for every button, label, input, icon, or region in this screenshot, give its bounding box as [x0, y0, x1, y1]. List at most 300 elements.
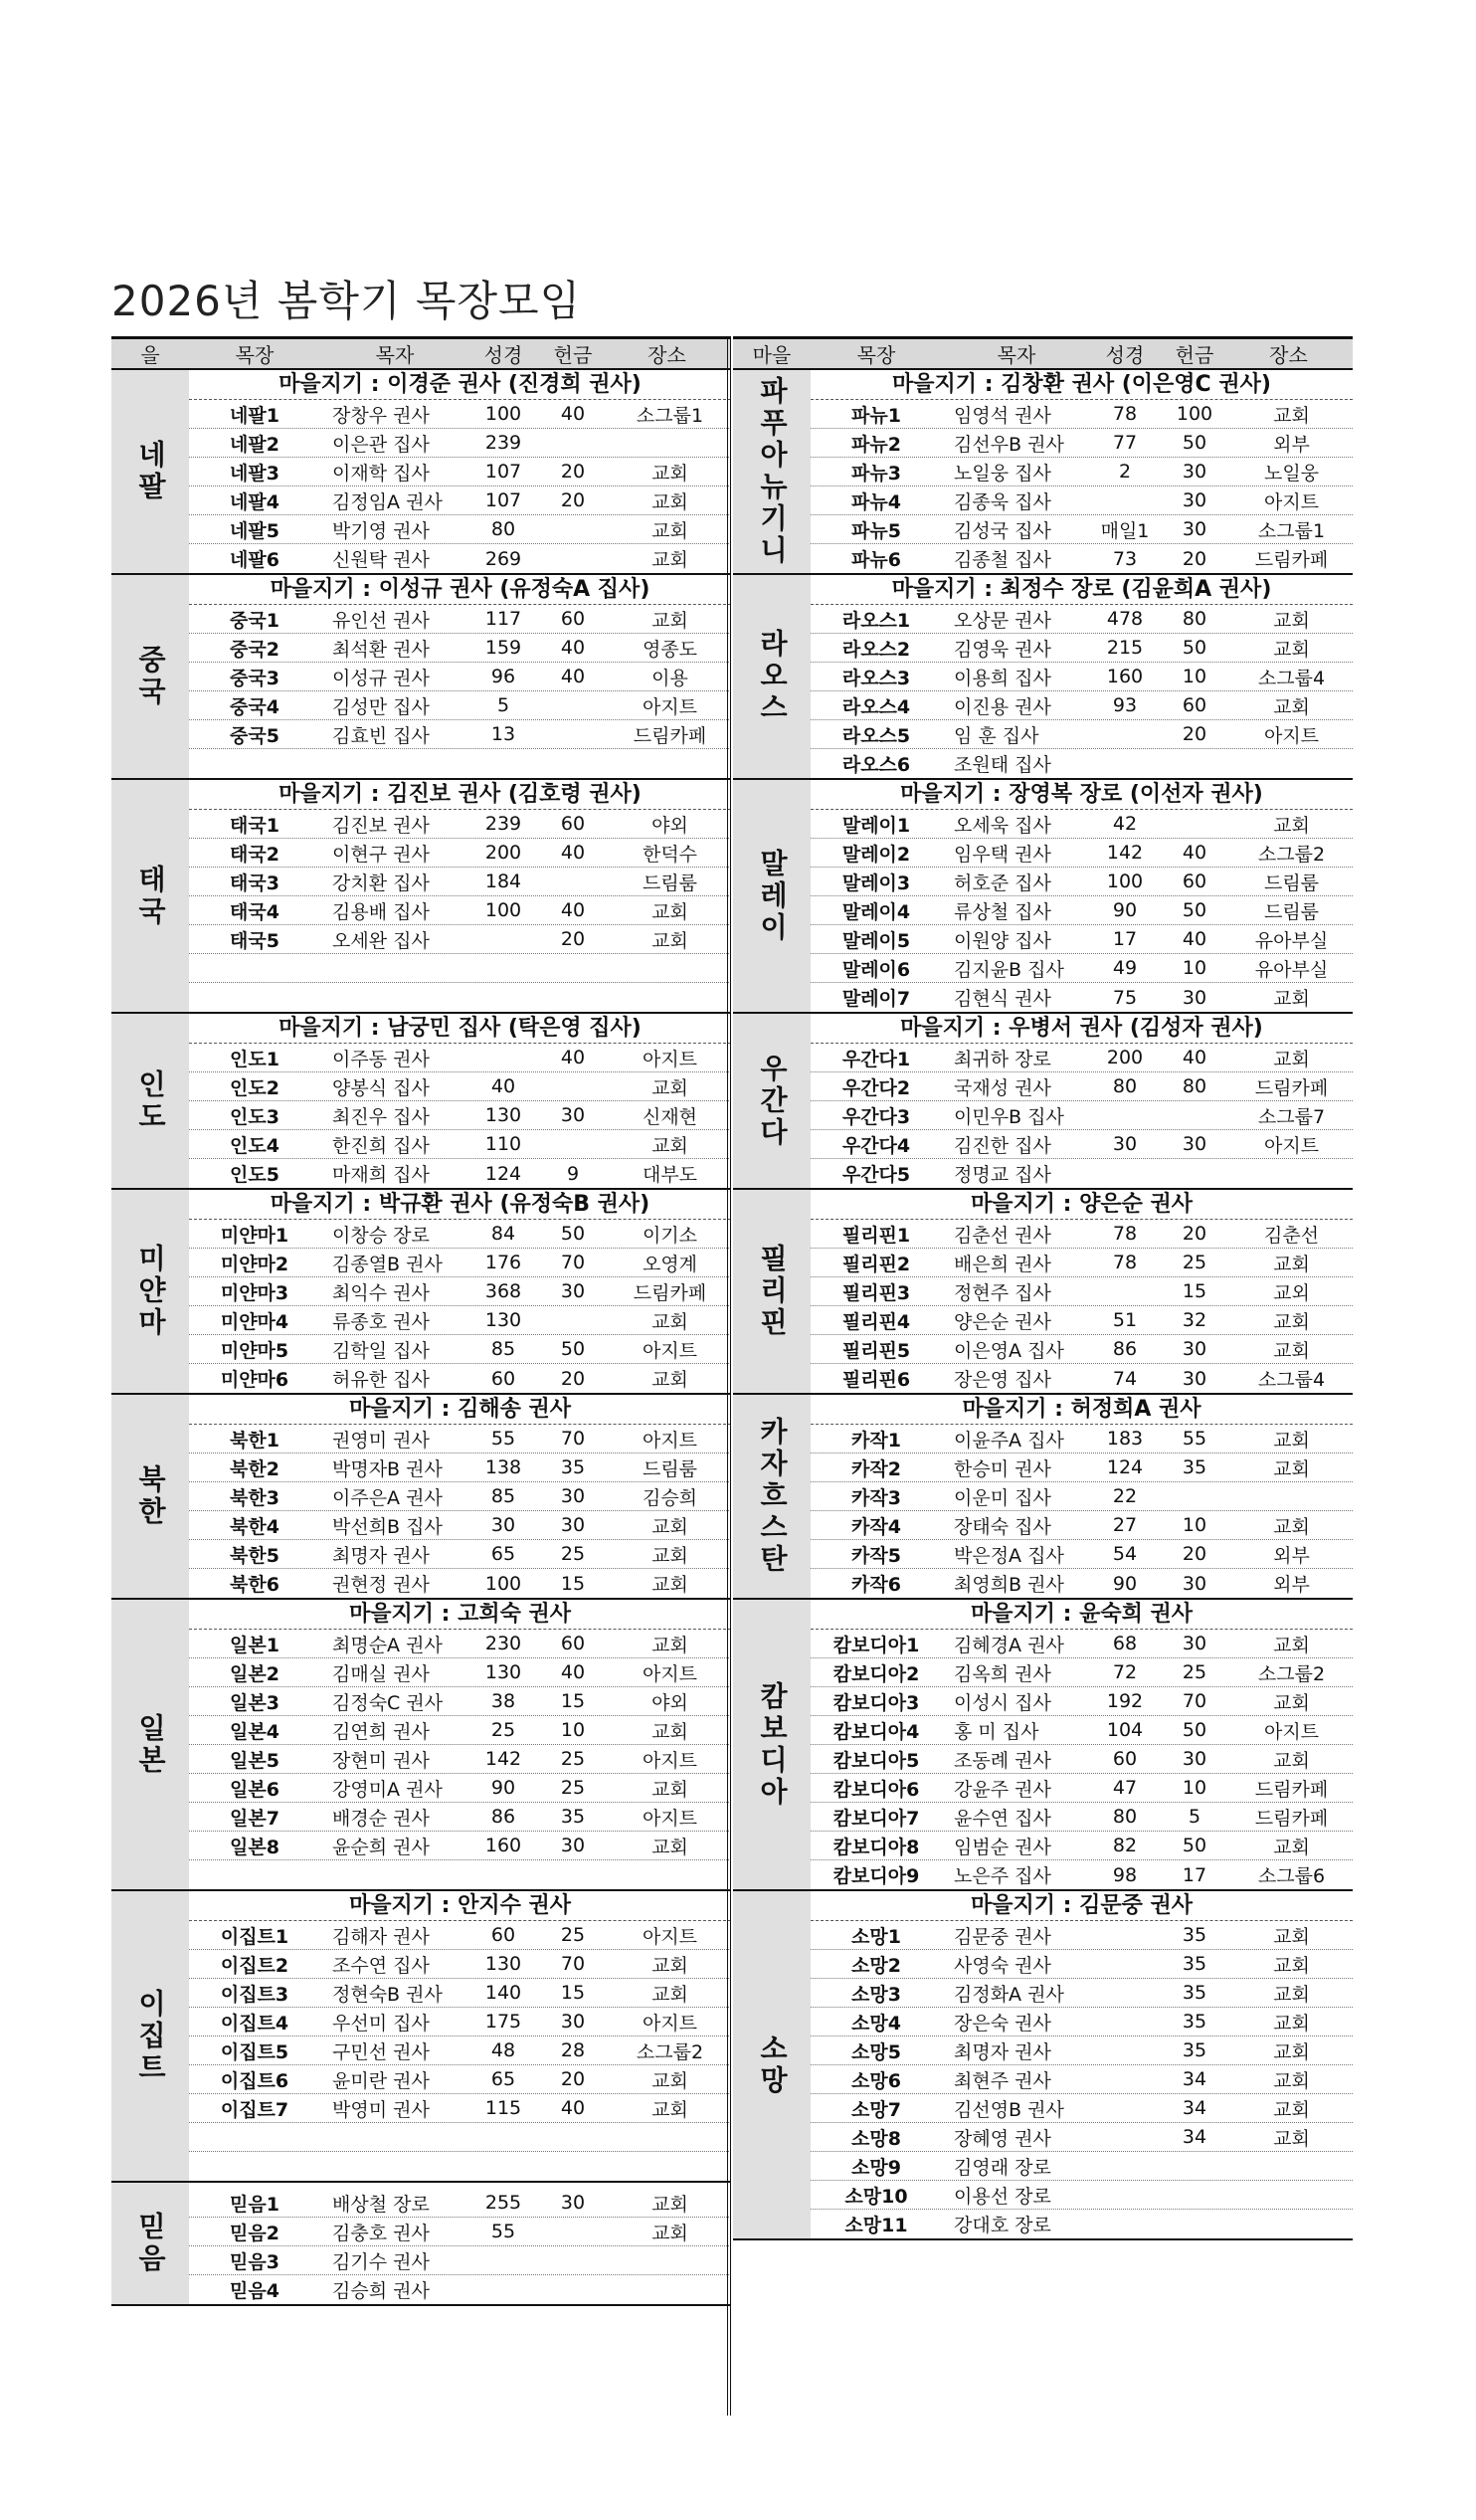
- table-row: [189, 810, 731, 839]
- offering-count: 40: [560, 1047, 586, 1068]
- meeting-place: 교회: [651, 1983, 688, 2006]
- village-body: [811, 780, 1353, 1012]
- leader-name: 강대호 장로: [954, 2215, 1051, 2236]
- table-row: [811, 1979, 1353, 2008]
- cell-name: 중국2: [230, 638, 279, 661]
- offering-count: 50: [560, 1223, 586, 1245]
- leader-name: 이주동 권사: [332, 1048, 430, 1070]
- table-row: [811, 1569, 1353, 1598]
- header-place: 장소: [1269, 343, 1308, 367]
- offering-count: 10: [560, 1719, 586, 1741]
- meeting-place: 아지트: [642, 1807, 698, 1830]
- offering-count: 20: [1182, 723, 1207, 745]
- meeting-place: 교회: [1273, 1691, 1310, 1714]
- cell-name: 믿음4: [230, 2280, 279, 2302]
- table-row: [811, 515, 1353, 544]
- village-leader-line: 마을지기 : 양은순 권사: [811, 1190, 1353, 1220]
- meeting-place: 아지트: [1263, 490, 1320, 513]
- offering-count: 28: [560, 2039, 586, 2061]
- bible-count: 47: [1112, 1777, 1138, 1799]
- cell-name: 소망8: [851, 2127, 901, 2150]
- cell-name: 일본7: [230, 1807, 279, 1830]
- leader-name: [320, 2152, 469, 2181]
- meeting-place: [609, 429, 731, 457]
- table-row: [189, 515, 731, 544]
- table-row: [811, 2152, 1353, 2181]
- cell-name: 말레이3: [841, 872, 911, 894]
- table-row: [189, 1101, 731, 1130]
- offering-count: 25: [1182, 1661, 1207, 1683]
- table-row: [811, 2210, 1353, 2238]
- cell-name: 중국5: [230, 724, 279, 747]
- bible-count: [1091, 749, 1159, 778]
- bible-count: 215: [1106, 637, 1144, 659]
- cell-name: 인도3: [230, 1105, 279, 1128]
- offering-count: 20: [1182, 547, 1207, 570]
- bible-count: 184: [484, 871, 522, 892]
- meeting-place: 드림룸: [642, 872, 698, 894]
- offering-count: 10: [1182, 1514, 1207, 1536]
- cell-name: 캄보디아1: [832, 1634, 920, 1656]
- leader-name: 김성만 집사: [332, 695, 430, 718]
- leader-name: 조동례 권사: [954, 1749, 1051, 1772]
- meeting-place: 교회: [651, 2193, 688, 2216]
- table-row: [811, 896, 1353, 925]
- column-divider: [727, 336, 731, 2416]
- meeting-place: 교외: [1273, 1281, 1310, 1304]
- meeting-place: 아지트: [1263, 1720, 1320, 1743]
- meeting-place: 교회: [1273, 638, 1310, 661]
- cell-name: 태국1: [230, 814, 279, 837]
- leader-name: 강치환 집사: [332, 872, 430, 894]
- table-row: [811, 1540, 1353, 1569]
- offering-count: 70: [560, 1428, 586, 1450]
- bible-count: 48: [490, 2039, 516, 2061]
- bible-count: 85: [490, 1338, 516, 1360]
- offering-count: [537, 2275, 609, 2304]
- meeting-place: [1230, 1159, 1353, 1188]
- meeting-place: 소그룹7: [1257, 1105, 1326, 1128]
- meeting-place: 한덕수: [642, 843, 698, 866]
- leader-name: 김충호 권사: [332, 2222, 430, 2244]
- bible-count: 73: [1112, 547, 1138, 570]
- offering-count: 34: [1182, 2097, 1207, 2119]
- meeting-place: 교회: [1273, 814, 1310, 837]
- meeting-place: 교회: [651, 929, 688, 952]
- meeting-place: 교회: [1273, 609, 1310, 632]
- leader-name: 김선우B 권사: [954, 433, 1064, 456]
- meeting-place: [1230, 2210, 1353, 2238]
- cell-name: 카작5: [851, 1544, 901, 1567]
- village-name: 태국: [134, 864, 167, 928]
- offering-count: 60: [560, 813, 586, 835]
- village-leader-line: 마을지기 : 이성규 권사 (유정숙A 집사): [189, 575, 731, 605]
- meeting-place: 소그룹1: [636, 404, 704, 427]
- meeting-place: [609, 954, 731, 982]
- offering-count: 35: [1182, 1456, 1207, 1478]
- cell-name: 북한2: [230, 1457, 279, 1480]
- offering-count: 40: [1182, 928, 1207, 950]
- table-row: [189, 1950, 731, 1979]
- cell-name: 중국4: [230, 695, 279, 718]
- table-row: [189, 1658, 731, 1687]
- bible-count: 60: [490, 1924, 516, 1946]
- cell-name: 일본1: [230, 1634, 279, 1656]
- cell-name: 일본5: [230, 1749, 279, 1772]
- table-row: [811, 954, 1353, 983]
- table-row: [189, 1364, 731, 1393]
- meeting-place: 교회: [651, 1310, 688, 1333]
- offering-count: 40: [560, 1661, 586, 1683]
- leader-name: 마재희 집사: [332, 1164, 430, 1186]
- table-row: [189, 1335, 731, 1364]
- leader-name: 양봉식 집사: [332, 1076, 430, 1099]
- meeting-place: 교회: [1273, 404, 1310, 427]
- offering-count: 50: [1182, 1719, 1207, 1741]
- cell-name: 인도5: [230, 1164, 279, 1186]
- offering-count: 80: [1182, 1075, 1207, 1097]
- offering-count: [537, 2123, 609, 2151]
- leader-name: 장혜영 권사: [954, 2127, 1051, 2150]
- cell-name: 중국3: [230, 667, 279, 689]
- cell-name: 필리핀2: [841, 1253, 911, 1275]
- offering-count: 34: [1182, 2068, 1207, 2090]
- village-leader-line: 마을지기 : 김창환 권사 (이은영C 권사): [811, 370, 1353, 400]
- cell-name: 우간다3: [841, 1105, 911, 1128]
- village-name-cell: [733, 575, 811, 778]
- leader-name: 김학일 집사: [332, 1339, 430, 1362]
- cell-name: 미얀마6: [220, 1369, 289, 1391]
- meeting-place: 교회: [1273, 1836, 1310, 1858]
- table-header-left: [111, 336, 731, 370]
- leader-name: 사영숙 권사: [954, 1954, 1051, 1977]
- offering-count: 30: [560, 2011, 586, 2033]
- offering-count: 40: [560, 2097, 586, 2119]
- offering-count: 15: [560, 1982, 586, 2004]
- cell-name: 소망7: [851, 2098, 901, 2121]
- leader-name: 최진우 집사: [332, 1105, 430, 1128]
- meeting-place: [609, 749, 731, 778]
- village-leader-line: 마을지기 : 김문중 권사: [811, 1891, 1353, 1921]
- offering-count: 35: [1182, 1953, 1207, 1975]
- meeting-place: 교회: [651, 1634, 688, 1656]
- bible-count: [469, 2246, 537, 2274]
- village-block: [733, 370, 1353, 575]
- offering-count: 20: [1182, 1223, 1207, 1245]
- village-name-cell: [733, 1600, 811, 1889]
- meeting-place: 아지트: [642, 695, 698, 718]
- meeting-place: 영종도: [642, 638, 698, 661]
- offering-count: 25: [560, 1748, 586, 1770]
- table-row: [189, 1630, 731, 1658]
- cell-name: 파뉴6: [851, 549, 901, 571]
- cell-name: 파뉴3: [851, 462, 901, 485]
- leader-name: 조원태 집사: [954, 754, 1051, 776]
- offering-count: 60: [560, 608, 586, 630]
- offering-count: 40: [560, 666, 586, 687]
- offering-count: [1159, 2210, 1230, 2238]
- table-row: [811, 1716, 1353, 1745]
- village-leader-line: 마을지기 : 이경준 권사 (진경희 권사): [189, 370, 731, 400]
- offering-count: [1159, 749, 1230, 778]
- village-name-cell: [733, 1395, 811, 1598]
- meeting-place: 교회: [651, 2069, 688, 2092]
- header-leader: 목자: [375, 343, 415, 367]
- village-block: [111, 1014, 731, 1190]
- bible-count: 160: [484, 1835, 522, 1856]
- header-cell: 목장: [235, 343, 275, 367]
- meeting-place: 드림룸: [642, 1457, 698, 1480]
- meeting-place: [1230, 1482, 1353, 1510]
- meeting-place: 야외: [651, 1691, 688, 1714]
- table-row: [189, 1249, 731, 1277]
- village-name: 캄보디아: [756, 1680, 789, 1809]
- bible-count: [1091, 2210, 1159, 2238]
- leader-name: 임영석 권사: [954, 404, 1051, 427]
- table-row: [811, 458, 1353, 486]
- cell-name: 말레이4: [841, 900, 911, 923]
- meeting-place: 유아부실: [1254, 929, 1329, 952]
- bible-count: 130: [484, 1661, 522, 1683]
- village-block: [111, 370, 731, 575]
- village-leader-line: 마을지기 : 허정희A 권사: [811, 1395, 1353, 1425]
- cell-name: 소망6: [851, 2069, 901, 2092]
- bible-count: 107: [484, 489, 522, 511]
- leader-name: 임범순 권사: [954, 1836, 1051, 1858]
- village-name-cell: [111, 2183, 189, 2304]
- cell-name: 이집트7: [220, 2098, 289, 2121]
- cell-name: 이집트1: [220, 1925, 289, 1948]
- table-row: [811, 2123, 1353, 2152]
- table-row: [189, 1159, 731, 1188]
- meeting-place: 교회: [1273, 1983, 1310, 2006]
- table-row: [189, 544, 731, 573]
- table-row: [189, 663, 731, 691]
- offering-count: 10: [1182, 1777, 1207, 1799]
- offering-count: 30: [1182, 1133, 1207, 1155]
- bible-count: [1091, 2152, 1159, 2180]
- leader-name: 김종열B 권사: [332, 1253, 443, 1275]
- leader-name: 이민우B 집사: [954, 1105, 1064, 1128]
- offering-count: 17: [1182, 1863, 1207, 1886]
- meeting-place: [609, 2152, 731, 2181]
- bible-count: 117: [484, 608, 522, 630]
- meeting-place: 교회: [1273, 2040, 1310, 2063]
- offering-count: [537, 868, 609, 895]
- meeting-place: 아지트: [642, 2012, 698, 2035]
- leader-name: 김연희 권사: [332, 1720, 430, 1743]
- cell-name: 소망1: [851, 1925, 901, 1948]
- leader-name: 김영욱 권사: [954, 638, 1051, 661]
- offering-count: 25: [560, 1777, 586, 1799]
- leader-name: [320, 983, 469, 1012]
- bible-count: [469, 2152, 537, 2181]
- meeting-place: [609, 983, 731, 1012]
- table-row: [811, 839, 1353, 868]
- bible-count: 2: [1118, 461, 1132, 483]
- offering-count: 20: [560, 461, 586, 483]
- cell-name: 미얀마4: [220, 1310, 289, 1333]
- offering-count: 15: [560, 1572, 586, 1595]
- village-body: [189, 575, 731, 778]
- offering-count: 35: [560, 1456, 586, 1478]
- meeting-place: 교회: [1273, 1457, 1310, 1480]
- meeting-place: 외부: [1273, 1544, 1310, 1567]
- village-body: [189, 780, 731, 1012]
- meeting-place: 드림카페: [1254, 1807, 1329, 1830]
- bible-count: 78: [1112, 1223, 1138, 1245]
- meeting-place: 교회: [651, 519, 688, 542]
- leader-name: 장창우 권사: [332, 404, 430, 427]
- offering-count: 40: [1182, 842, 1207, 864]
- village-name-cell: [111, 1600, 189, 1889]
- cell-name: 네팔3: [230, 462, 279, 485]
- table-row: [189, 1454, 731, 1482]
- offering-count: 25: [1182, 1252, 1207, 1273]
- meeting-place: 이기소: [642, 1224, 698, 1247]
- village-name: 네팔: [134, 440, 167, 503]
- village-name-cell: [111, 780, 189, 1012]
- leader-name: 최익수 권사: [332, 1281, 430, 1304]
- cell-name: 네팔2: [230, 433, 279, 456]
- leader-name: 이은영A 집사: [954, 1339, 1064, 1362]
- bible-count: 239: [484, 432, 522, 454]
- leader-name: 김진한 집사: [954, 1134, 1051, 1157]
- village-name-cell: [111, 1190, 189, 1393]
- cell-name: 일본2: [230, 1662, 279, 1685]
- bible-count: 86: [1112, 1338, 1138, 1360]
- village-body: [189, 1395, 731, 1598]
- village-leader-line: 마을지기 : 김진보 권사 (김호령 권사): [189, 780, 731, 810]
- village-body: [811, 575, 1353, 778]
- bible-count: 86: [490, 1806, 516, 1828]
- bible-count: [469, 2275, 537, 2304]
- cell-name: 인도4: [230, 1134, 279, 1157]
- village-block: [111, 1600, 731, 1891]
- meeting-place: 교회: [651, 490, 688, 513]
- bible-count: 78: [1112, 1252, 1138, 1273]
- cell-name: [189, 1860, 320, 1889]
- cell-name: 일본6: [230, 1778, 279, 1801]
- bible-count: [1091, 1950, 1159, 1978]
- meeting-place: 아지트: [642, 1662, 698, 1685]
- offering-count: [537, 1072, 609, 1100]
- cell-name: 이집트5: [220, 2040, 289, 2063]
- bible-count: [1091, 486, 1159, 514]
- cell-name: 북한4: [230, 1515, 279, 1538]
- meeting-place: 아지트: [1263, 1134, 1320, 1157]
- cell-name: 소망2: [851, 1954, 901, 1977]
- table-row: [189, 2008, 731, 2036]
- meeting-place: 교회: [1273, 2127, 1310, 2150]
- offering-count: 50: [1182, 1835, 1207, 1856]
- table-row: [811, 2094, 1353, 2123]
- offering-count: 40: [560, 899, 586, 921]
- table-row: [189, 429, 731, 458]
- cell-name: [189, 749, 320, 778]
- bible-count: [1091, 2181, 1159, 2209]
- leader-name: 이용희 집사: [954, 667, 1051, 689]
- offering-count: 30: [1182, 489, 1207, 511]
- header-place: 장소: [647, 343, 686, 367]
- leader-name: 이현구 권사: [332, 843, 430, 866]
- leader-name: 정현주 집사: [954, 1281, 1051, 1304]
- village-block: [111, 1190, 731, 1395]
- leader-name: 박기영 권사: [332, 519, 430, 542]
- bible-count: 30: [490, 1514, 516, 1536]
- offering-count: 50: [560, 1338, 586, 1360]
- cell-name: 말레이6: [841, 958, 911, 981]
- meeting-place: 교회: [1273, 1749, 1310, 1772]
- meeting-place: 신재현: [642, 1105, 698, 1128]
- village-name: 파푸아뉴기니: [756, 376, 789, 567]
- leader-name: 노은주 집사: [954, 1865, 1051, 1887]
- table-row: [811, 2065, 1353, 2094]
- bible-count: [1091, 1159, 1159, 1188]
- village-name: 중국: [134, 645, 167, 708]
- table-row: [189, 1569, 731, 1598]
- meeting-place: 소그룹2: [636, 2040, 704, 2063]
- leader-name: 배은희 권사: [954, 1253, 1051, 1275]
- table-row: [189, 720, 731, 749]
- meeting-place: 아지트: [642, 1749, 698, 1772]
- bible-count: 65: [490, 2068, 516, 2090]
- cell-name: 믿음1: [230, 2193, 279, 2216]
- village-body: [189, 2183, 731, 2304]
- page-title: 2026년 봄학기 목장모임: [111, 277, 582, 325]
- leader-name: 김용배 집사: [332, 900, 430, 923]
- meeting-place: [609, 2246, 731, 2274]
- bible-count: 60: [1112, 1748, 1138, 1770]
- leader-name: 김선영B 권사: [954, 2098, 1064, 2121]
- village-name-cell: [111, 1395, 189, 1598]
- leader-name: 우선미 집사: [332, 2012, 430, 2035]
- cell-name: 말레이7: [841, 988, 911, 1010]
- bible-count: 90: [1112, 899, 1138, 921]
- village-leader-line: 마을지기 : 박규환 권사 (유정숙B 권사): [189, 1190, 731, 1220]
- cell-name: 일본3: [230, 1691, 279, 1714]
- meeting-place: 교회: [1273, 1954, 1310, 1977]
- cell-name: 북한3: [230, 1486, 279, 1509]
- leader-name: 장현미 권사: [332, 1749, 430, 1772]
- village-name: 북한: [134, 1464, 167, 1528]
- offering-count: 20: [560, 2068, 586, 2090]
- offering-count: 30: [1182, 1338, 1207, 1360]
- table-row: [811, 925, 1353, 954]
- leader-name: 이원양 집사: [954, 929, 1051, 952]
- cell-name: 네팔5: [230, 519, 279, 542]
- bible-count: [469, 1860, 537, 1889]
- table-row: [811, 868, 1353, 896]
- leader-name: 김진보 권사: [332, 814, 430, 837]
- table-row: [811, 1159, 1353, 1188]
- cell-name: 네팔4: [230, 490, 279, 513]
- right-villages: [733, 370, 1353, 2240]
- village-leader-line: 마을지기 : 고희숙 권사: [189, 1600, 731, 1630]
- bible-count: 368: [484, 1280, 522, 1302]
- offering-count: [537, 544, 609, 573]
- meeting-place: 교회: [651, 1544, 688, 1567]
- bible-count: 93: [1112, 694, 1138, 716]
- meeting-place: 드림카페: [633, 1281, 707, 1304]
- bible-count: 176: [484, 1252, 522, 1273]
- village-name: 말레이: [756, 848, 789, 944]
- offering-count: [537, 2218, 609, 2245]
- leader-name: 노일웅 집사: [954, 462, 1051, 485]
- cell-name: 소망11: [844, 2215, 908, 2236]
- meeting-place: 교회: [651, 1720, 688, 1743]
- bible-count: 5: [496, 694, 510, 716]
